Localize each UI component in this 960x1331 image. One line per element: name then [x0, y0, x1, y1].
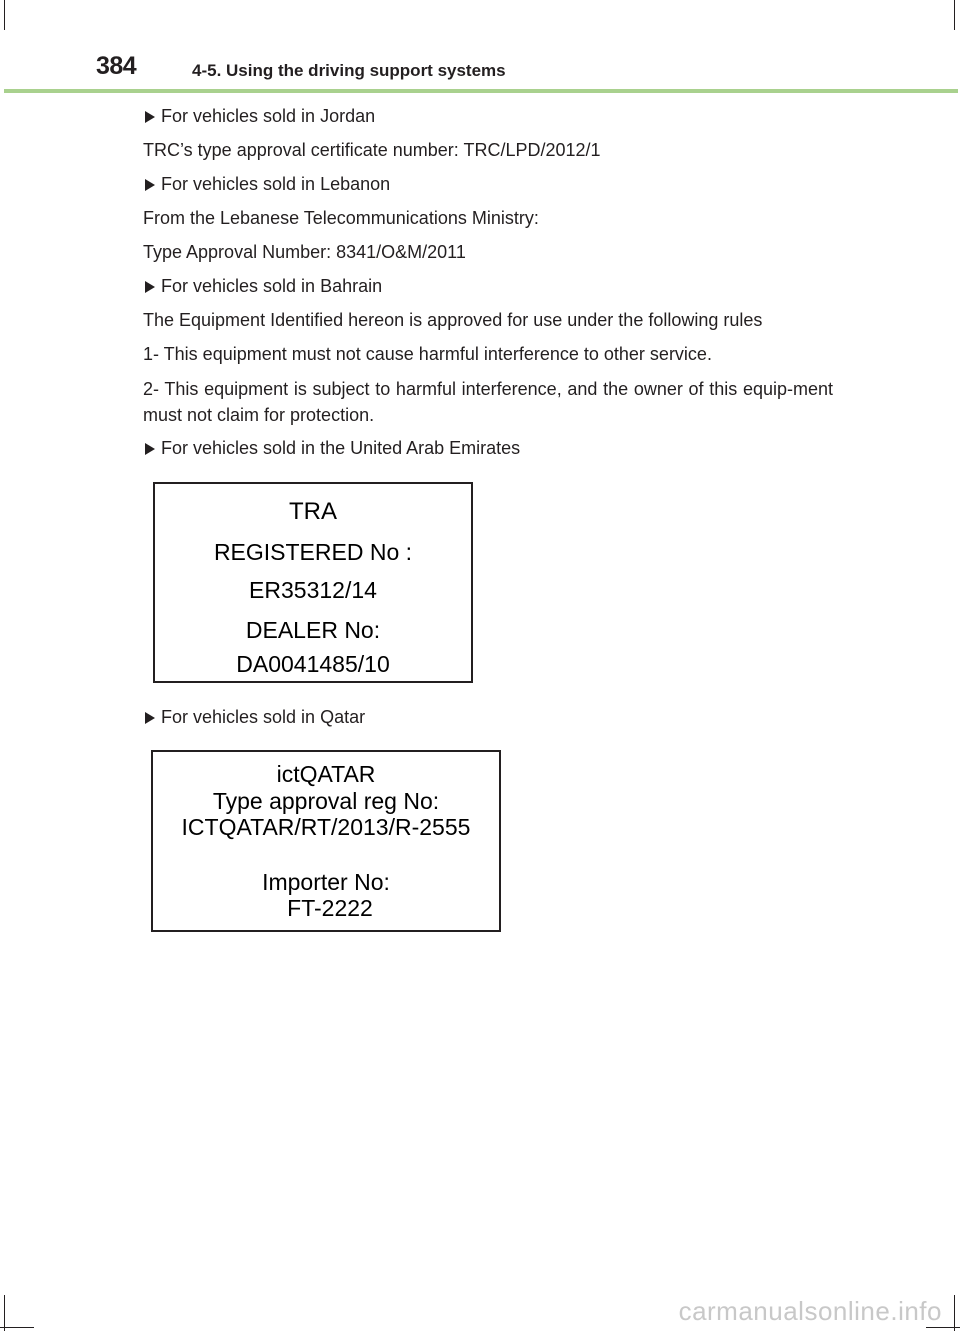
header-rule	[4, 89, 958, 93]
qatar-heading-label: For vehicles sold in Qatar	[161, 707, 366, 727]
crop-mark	[0, 1327, 34, 1328]
uae-label-line2: REGISTERED No :	[213, 539, 413, 565]
bahrain-heading-label: For vehicles sold in Bahrain	[161, 276, 383, 296]
triangle-bullet-icon	[145, 281, 155, 293]
lebanon-text-2: Type Approval Number: 8341/O&M/2011	[143, 242, 466, 262]
qatar-heading	[145, 705, 365, 730]
bahrain-heading	[145, 274, 382, 299]
qatar-label-line1: ictQATAR	[276, 761, 376, 787]
jordan-text: TRC’s type approval certificate number: TRC/LPD/2012/1	[143, 140, 601, 160]
page-number: 384	[96, 52, 137, 80]
qatar-label-line4: Importer No:	[262, 869, 390, 895]
uae-label-line1: TRA	[289, 498, 337, 525]
jordan-heading	[145, 104, 375, 129]
uae-approval-label	[153, 482, 473, 683]
uae-label-line3: ER35312/14	[249, 577, 377, 603]
triangle-bullet-icon	[145, 712, 155, 724]
crop-mark	[954, 1295, 955, 1331]
crop-mark	[4, 1295, 5, 1331]
triangle-bullet-icon	[145, 443, 155, 455]
section-title: 4-5. Using the driving support systems	[192, 61, 506, 80]
crop-mark	[4, 0, 5, 30]
bahrain-text-1: The Equipment Identified hereon is approved for use under the following rules	[143, 310, 763, 330]
triangle-bullet-icon	[145, 111, 155, 123]
bahrain-text-2: 1- This equipment must not cause harmful interference to other service.	[143, 344, 712, 364]
lebanon-heading	[145, 172, 390, 197]
qatar-approval-label	[151, 750, 501, 932]
triangle-bullet-icon	[145, 179, 155, 191]
uae-heading-label: For vehicles sold in the United Arab Emirates	[161, 438, 521, 458]
crop-mark	[926, 1327, 960, 1328]
lebanon-heading-label: For vehicles sold in Lebanon	[161, 174, 391, 194]
qatar-label-line3: ICTQATAR/RT/2013/R-2555	[181, 814, 471, 840]
uae-label-line4: DEALER No:	[245, 617, 381, 643]
qatar-label-line2: Type approval reg No:	[212, 788, 440, 814]
watermark: carmanualsonline.info	[678, 1296, 942, 1326]
bahrain-text-3: 2- This equipment is subject to harmful interference, and the owner of this equip-ment must not claim for protection.	[143, 379, 833, 425]
uae-label-line5: DA0041485/10	[236, 651, 390, 677]
jordan-heading-label: For vehicles sold in Jordan	[161, 106, 376, 126]
crop-mark	[954, 0, 955, 30]
qatar-label-line5: FT-2222	[287, 895, 373, 921]
uae-heading	[145, 436, 520, 461]
lebanon-text-1: From the Lebanese Telecommunications Ministry:	[143, 208, 539, 228]
